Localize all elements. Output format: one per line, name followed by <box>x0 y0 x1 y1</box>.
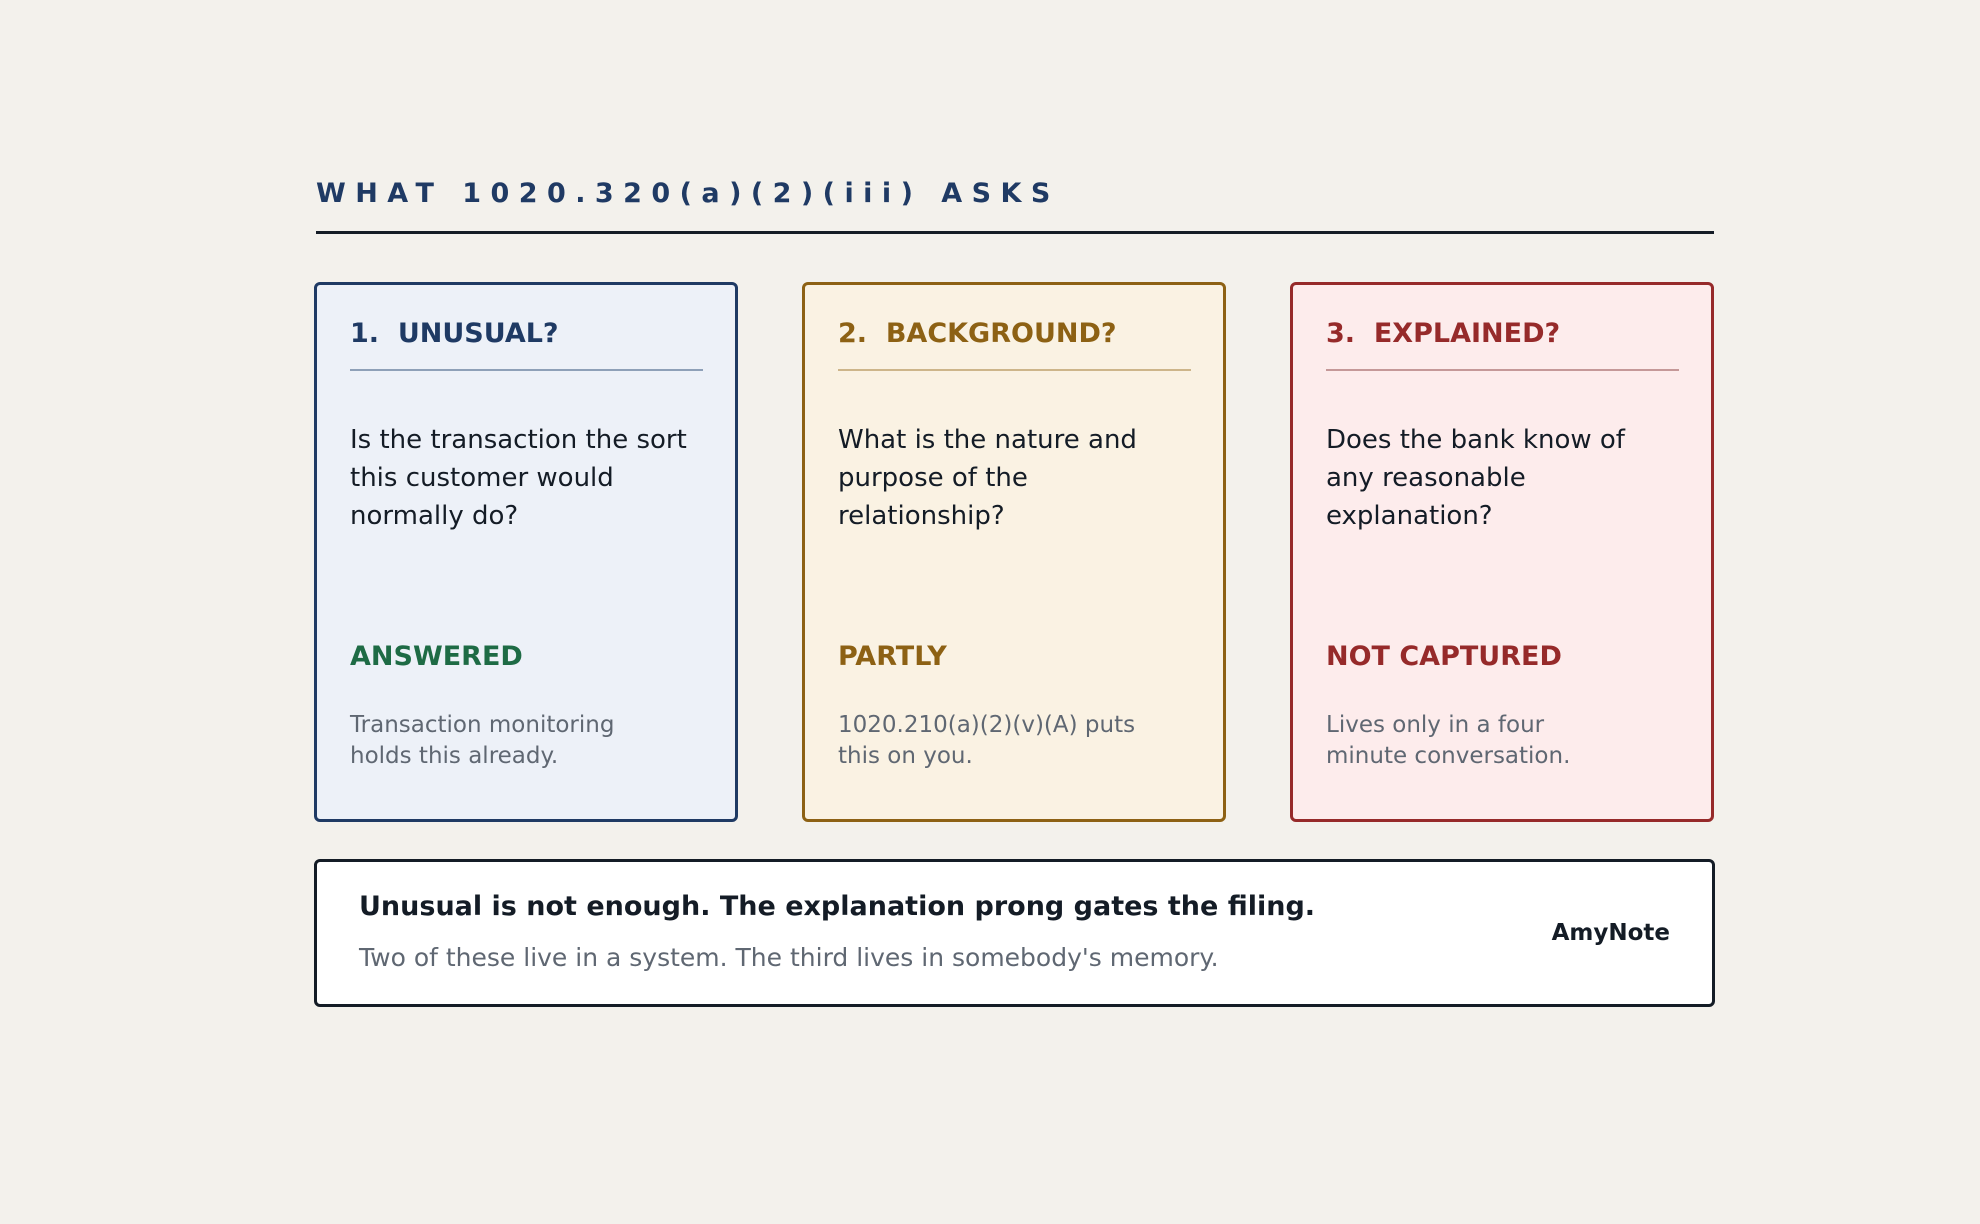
card-divider <box>1326 369 1679 371</box>
callout-subline: Two of these live in a system. The third lives in somebody's memory. <box>359 943 1219 972</box>
title-divider <box>316 231 1714 234</box>
page-title: WHAT 1020.320(a)(2)(iii) ASKS <box>316 178 1060 209</box>
status-label: ANSWERED <box>350 641 523 672</box>
card-heading: 3. EXPLAINED? <box>1326 318 1561 349</box>
card-unusual <box>314 282 738 822</box>
card-divider <box>838 369 1191 371</box>
card-question: Does the bank know of any reasonable explanation? <box>1326 425 1625 531</box>
card-note: Lives only in a four minute conversation. <box>1326 712 1571 769</box>
card-note: Transaction monitoring holds this already. <box>350 712 615 769</box>
card-question: What is the nature and purpose of the relationship? <box>838 425 1137 531</box>
status-label: PARTLY <box>838 641 947 672</box>
card-note: 1020.210(a)(2)(v)(A) puts this on you. <box>838 712 1136 769</box>
card-heading: 1. UNUSUAL? <box>350 318 559 349</box>
card-explained <box>1290 282 1714 822</box>
callout-headline: Unusual is not enough. The explanation prong gates the filing. <box>359 891 1316 922</box>
card-background <box>802 282 1226 822</box>
summary-callout <box>314 859 1715 1007</box>
brand-label: AmyNote <box>1551 920 1670 946</box>
card-divider <box>350 369 703 371</box>
status-label: NOT CAPTURED <box>1326 641 1562 672</box>
card-heading: 2. BACKGROUND? <box>838 318 1117 349</box>
card-question: Is the transaction the sort this customer would normally do? <box>350 425 687 531</box>
